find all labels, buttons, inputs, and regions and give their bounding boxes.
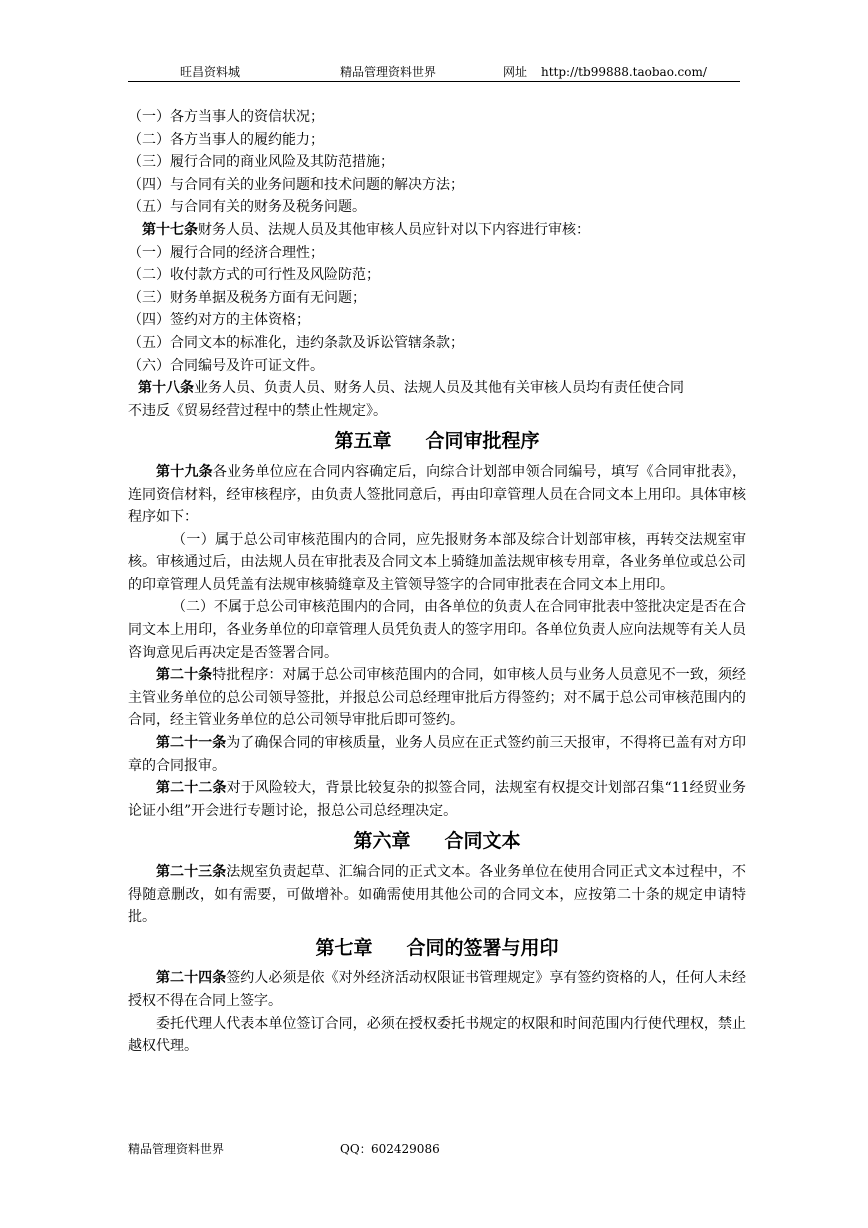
article-text: 不违反《贸易经营过程中的禁止性规定》。 — [128, 402, 387, 419]
article-title: 第二十二条 — [156, 780, 227, 797]
page-header — [128, 64, 740, 80]
chapter-heading-6: 第六章 合同文本 — [353, 830, 521, 853]
list-item: （三）履行合同的商业风险及其防范措施； — [128, 154, 394, 171]
article-23 — [128, 861, 746, 929]
article-24-paragraph-2: 委托代理人代表本单位签订合同，必须在授权委托书规定的权限和时间范围内行使代理权，禁止越权代理。 — [128, 1015, 746, 1055]
list-item: （一）履行合同的经济合理性； — [128, 244, 324, 261]
list-item: （五）与合同有关的财务及税务问题。 — [128, 199, 366, 216]
footer-qq: 602429086 — [371, 1142, 440, 1156]
list-item: （六）合同编号及许可证文件。 — [128, 357, 324, 374]
article-21 — [128, 732, 746, 777]
article-22 — [128, 777, 746, 822]
article-title: 第十八条 — [138, 380, 194, 397]
article-title: 第二十四条 — [156, 970, 227, 987]
article-text: 对于风险较大，背景比较复杂的拟签合同，法规室有权提交计划部召集“11经贸业务论证小组”开会进行专题讨论，报总公司总经理决定。 — [128, 780, 746, 819]
article-text: 财务人员、法规人员及其他审核人员应针对以下内容进行审核： — [198, 221, 590, 238]
article-text: 签约人必须是依《对外经济活动权限证书管理规定》享有签约资格的人，任何人未经授权不得在合同上签字。 — [128, 970, 747, 1009]
article-text: 各业务单位应在合同内容确定后，向综合计划部申领合同编号，填写《合同审批表》，连同资信材料，经审核程序，由负责人签批同意后，再由印章管理人员在合同文本上用印。具体审核程序如下： — [128, 463, 747, 526]
chapter-heading-7: 第七章 合同的签署与用印 — [315, 936, 559, 959]
article-19 — [128, 461, 746, 529]
list-item: （一）各方当事人的资信状况； — [128, 109, 324, 125]
article-text: 为了确保合同的审核质量，业务人员应在正式签约前三天报审，不得将已盖有对方印章的合同报审。 — [128, 735, 747, 774]
article-title: 第十九条 — [156, 463, 213, 480]
list-item: （二）各方当事人的履约能力； — [128, 131, 324, 148]
footer-qq-label: QQ： — [340, 1142, 372, 1156]
list-item: （五）合同文本的标准化，违约条款及诉讼管辖条款； — [128, 334, 464, 351]
list-item: （四）与合同有关的业务问题和技术问题的解决方法； — [128, 176, 464, 193]
article-title: 第十七条 — [142, 221, 198, 238]
header-right-label: 网址 — [503, 65, 528, 79]
header-left: 旺昌资料城 — [180, 65, 241, 79]
article-17 — [128, 219, 746, 242]
article-title: 第二十条 — [156, 667, 213, 684]
list-item: （四）签约对方的主体资格； — [128, 312, 310, 329]
article-19-item-1: （一）属于总公司审核范围内的合同，应先报财务本部及综合计划部审核，再转交法规室审核。审核通过后，由法规人员在审批表及合同文本上骑缝加盖法规审核专用章，各业务单位或总公司的印章管理人员凭盖有法规审核骑缝章及主管领导签字的合同审批表在合同文本上用印。 — [128, 531, 746, 593]
article-20 — [128, 664, 746, 732]
review-list-2 — [128, 242, 746, 378]
footer-left: 精品管理资料世界 — [128, 1142, 225, 1156]
article-19-item-2: （二）不属于总公司审核范围内的合同，由各单位的负责人在合同审批表中签批决定是否在合同文本上用印，各业务单位的印章管理人员凭负责人的签字用印。各单位负责人应向法规等有关人员咨询意见后再决定是否签署合同。 — [128, 599, 746, 661]
chapter-heading-5: 第五章 合同审批程序 — [334, 430, 540, 453]
header-center: 精品管理资料世界 — [340, 65, 437, 79]
article-text: 特批程序：对属于总公司审核范围内的合同，如审核人员与业务人员意见不一致，须经主管业务单位的总公司领导签批，并报总公司总经理审批后方得签约；对不属于总公司审核范围内的合同，经主管业务单位的总公司领导审批后即可签约。 — [128, 667, 747, 729]
article-24 — [128, 967, 746, 1012]
review-list-1 — [128, 106, 746, 219]
header-rule — [128, 81, 740, 82]
article-title: 第二十一条 — [156, 735, 227, 752]
header-url: http://tb99888.taobao.com/ — [541, 65, 707, 79]
article-18 — [128, 377, 746, 422]
list-item: （二）收付款方式的可行性及风险防范； — [128, 267, 380, 284]
document-body — [128, 106, 746, 1058]
article-text: 业务人员、负责人员、财务人员、法规人员及其他有关审核人员均有责任使合同 — [194, 380, 684, 397]
article-text: 法规室负责起草、汇编合同的正式文本。各业务单位在使用合同正式文本过程中，不得随意删改，如有需要，可做增补。如确需使用其他公司的合同文本，应按第二十条的规定申请特批。 — [128, 864, 747, 926]
article-title: 第二十三条 — [156, 864, 227, 880]
list-item: （三）财务单据及税务方面有无问题； — [128, 289, 366, 306]
